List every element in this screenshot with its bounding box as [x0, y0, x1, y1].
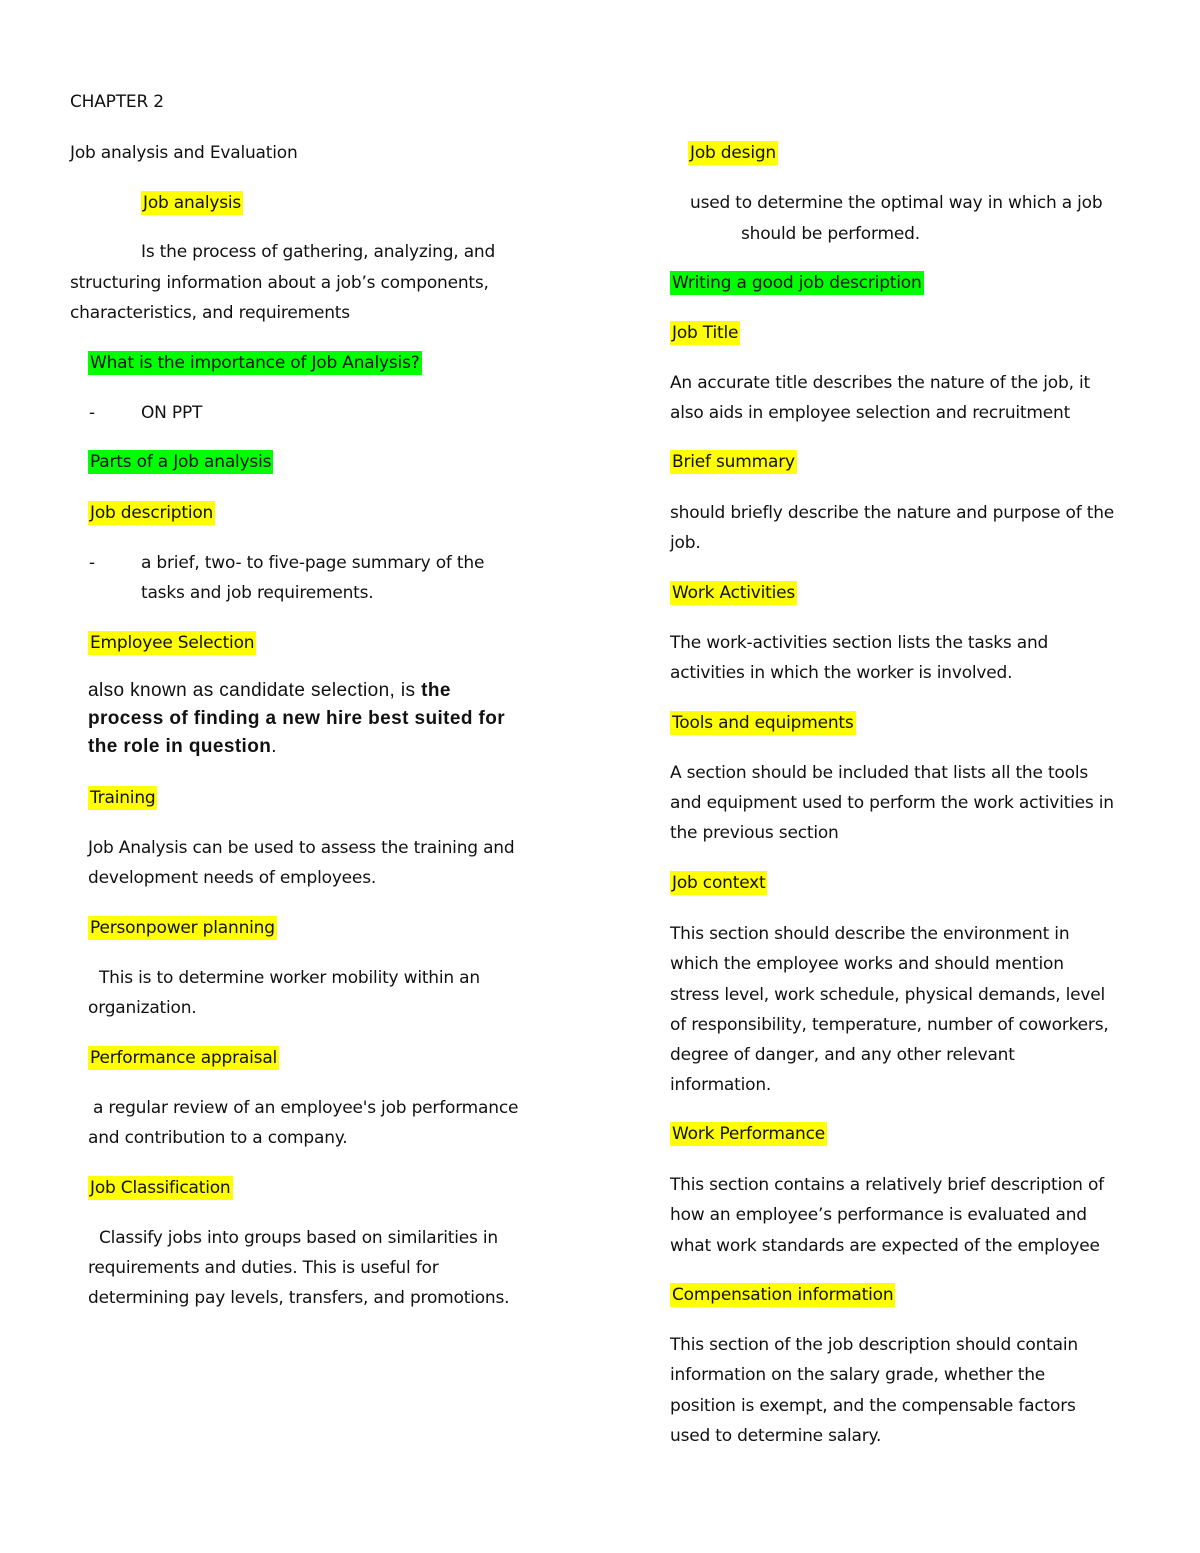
paragraph-line: what work standards are expected of the employee — [670, 1236, 1100, 1256]
paragraph-line: information on the salary grade, whether the — [670, 1365, 1046, 1385]
heading-tools — [670, 711, 856, 735]
paragraph-line: should briefly describe the nature and purpose of the — [670, 503, 1115, 523]
employee-selection-line2 — [88, 705, 505, 733]
paragraph-line: A section should be included that lists all the tools — [670, 763, 1089, 783]
heading-job-analysis — [141, 191, 243, 215]
heading-performance — [88, 1046, 279, 1070]
heading-personpower-text: Personpower planning — [90, 918, 275, 938]
paragraph-line: development needs of employees. — [88, 868, 377, 888]
paragraph-line: should be performed. — [741, 224, 920, 244]
heading-brief-summary-text: Brief summary — [672, 452, 795, 472]
employee-selection-bold1: the — [421, 680, 451, 701]
bullet-dash: - — [89, 553, 96, 573]
paragraph-line: stress level, work schedule, physical demands, level — [670, 985, 1106, 1005]
employee-selection-bold2: process of finding a new hire best suited for — [88, 708, 506, 729]
heading-job-title — [670, 321, 740, 345]
heading-job-description-text: Job description — [90, 503, 214, 523]
paragraph-line: and equipment used to perform the work activities in — [670, 793, 1114, 813]
heading-job-context-text: Job context — [672, 873, 766, 893]
heading-importance — [88, 351, 422, 375]
paragraph-line: used to determine salary. — [670, 1426, 882, 1446]
paragraph-line: structuring information about a job’s components, — [70, 273, 489, 293]
document-title: Job analysis and Evaluation — [70, 143, 298, 163]
heading-classification-text: Job Classification — [90, 1178, 231, 1198]
heading-training-text: Training — [90, 788, 156, 808]
paragraph-line: the previous section — [670, 823, 839, 843]
heading-employee-selection — [88, 631, 256, 655]
employee-selection-line1 — [88, 677, 451, 705]
paragraph-line: Job Analysis can be used to assess the training and — [88, 838, 515, 858]
paragraph-line: determining pay levels, transfers, and promotions. — [88, 1288, 510, 1308]
heading-job-description — [88, 501, 215, 525]
paragraph-line: job. — [670, 533, 701, 553]
paragraph-line: tasks and job requirements. — [141, 583, 374, 603]
heading-writing-text: Writing a good job description — [672, 273, 922, 293]
heading-employee-selection-text: Employee Selection — [90, 633, 255, 653]
paragraph-line: how an employee’s performance is evaluated and — [670, 1205, 1087, 1225]
employee-selection-line3 — [88, 733, 277, 761]
paragraph-line: Is the process of gathering, analyzing, and — [141, 242, 496, 262]
chapter-label: CHAPTER 2 — [70, 92, 164, 112]
paragraph-line: An accurate title describes the nature of the job, it — [670, 373, 1090, 393]
paragraph-line: information. — [670, 1075, 772, 1095]
paragraph-line: The work-activities section lists the tasks and — [670, 633, 1049, 653]
paragraph-line: organization. — [88, 998, 197, 1018]
heading-training — [88, 786, 157, 810]
paragraph-line: activities in which the worker is involved. — [670, 663, 1013, 683]
heading-parts-text: Parts of a Job analysis — [90, 452, 272, 472]
heading-performance-text: Performance appraisal — [90, 1048, 278, 1068]
paragraph-line: used to determine the optimal way in which a job — [690, 193, 1103, 213]
heading-compensation-text: Compensation information — [672, 1285, 894, 1305]
paragraph-line: a regular review of an employee's job performance — [93, 1098, 519, 1118]
paragraph-line: also aids in employee selection and recruitment — [670, 403, 1071, 423]
heading-work-performance-text: Work Performance — [672, 1124, 825, 1144]
paragraph-line: degree of danger, and any other relevant — [670, 1045, 1015, 1065]
paragraph-line: This is to determine worker mobility within an — [99, 968, 480, 988]
paragraph-line: requirements and duties. This is useful for — [88, 1258, 439, 1278]
heading-tools-text: Tools and equipments — [672, 713, 854, 733]
heading-work-performance — [670, 1122, 827, 1146]
heading-work-activities-text: Work Activities — [672, 583, 796, 603]
heading-job-design — [688, 141, 778, 165]
heading-brief-summary — [670, 450, 797, 474]
paragraph-line: Classify jobs into groups based on similarities in — [99, 1228, 498, 1248]
heading-compensation — [670, 1283, 895, 1307]
heading-job-design-text: Job design — [690, 143, 777, 163]
heading-job-analysis-text: Job analysis — [143, 193, 242, 213]
employee-selection-bold3: the role in question — [88, 736, 272, 757]
paragraph-line: of responsibility, temperature, number of coworkers, — [670, 1015, 1109, 1035]
paragraph-line: a brief, two- to five-page summary of the — [141, 553, 485, 573]
heading-job-context — [670, 871, 767, 895]
paragraph-line: and contribution to a company. — [88, 1128, 348, 1148]
paragraph-line: This section of the job description should contain — [670, 1335, 1078, 1355]
employee-selection-plain: also known as candidate selection, is — [88, 680, 422, 701]
heading-classification — [88, 1176, 233, 1200]
heading-parts — [88, 450, 273, 474]
paragraph-line: position is exempt, and the compensable factors — [670, 1396, 1076, 1416]
paragraph-line: characteristics, and requirements — [70, 303, 350, 323]
bullet-dash: - — [89, 403, 96, 423]
heading-writing — [670, 271, 924, 295]
employee-selection-period: . — [271, 736, 277, 757]
paragraph-line: This section should describe the environment in — [670, 924, 1070, 944]
heading-importance-text: What is the importance of Job Analysis? — [90, 353, 420, 373]
paragraph-line: This section contains a relatively brief description of — [670, 1175, 1104, 1195]
heading-job-title-text: Job Title — [672, 323, 739, 343]
bullet-text-on-ppt: ON PPT — [141, 403, 203, 423]
paragraph-line: which the employee works and should mention — [670, 954, 1064, 974]
heading-personpower — [88, 916, 277, 940]
heading-work-activities — [670, 581, 797, 605]
